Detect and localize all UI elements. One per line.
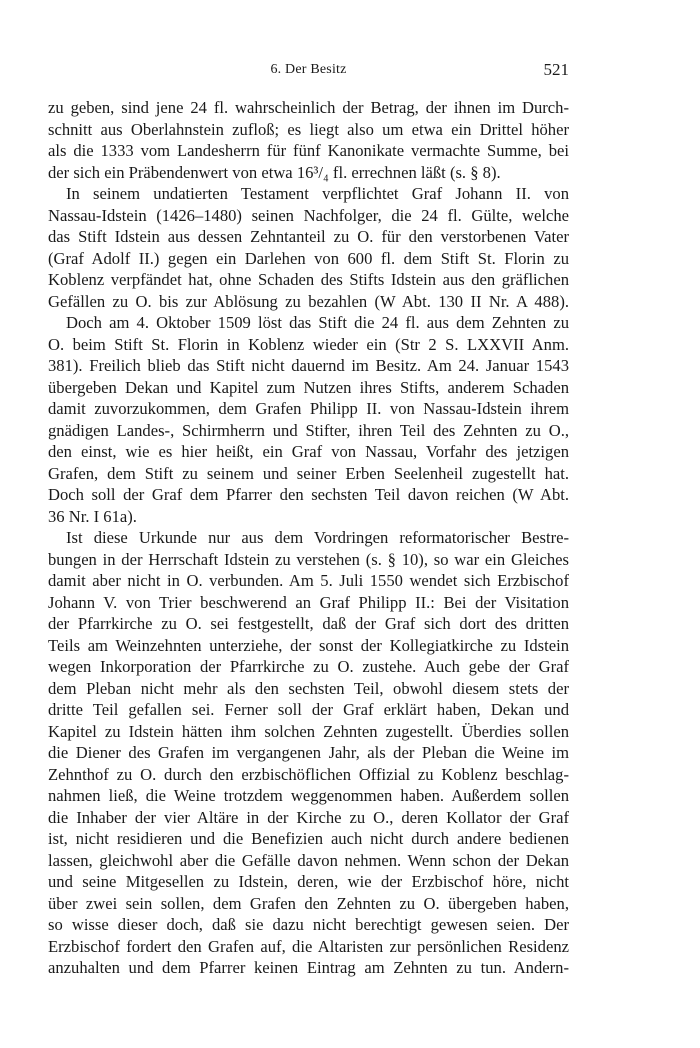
text-line: Kapitel zu Idstein hätten ihm solchen Zehnten zugestellt. Überdies sollen	[48, 721, 569, 741]
text-line: 381). Freilich blieb das Stift nicht dauernd im Besitz. Am 24. Januar 1543	[48, 356, 569, 375]
page-header	[48, 60, 569, 84]
paragraph-start-line: In seinem undatierten Testament verpflichtet Graf Johann II. von	[66, 184, 569, 203]
text-line: gnädigen Landes-, Schirmherrn und Stifter, ihren Teil des Zehnten zu O.,	[48, 420, 569, 440]
text-line: bungen in der Herrschaft Idstein zu verstehen (s. § 10), so war ein Gleiches	[48, 549, 569, 569]
paragraph-start-line: Doch am 4. Oktober 1509 löst das Stift die 24 fl. aus dem Zehnten zu	[66, 313, 569, 332]
text-line: (Graf Adolf II.) gegen ein Darlehen von 600 fl. dem Stift St. Florin zu	[48, 248, 569, 268]
text-line: damit aber nicht in O. verbunden. Am 5. Juli 1550 wendet sich Erzbischof	[48, 571, 569, 590]
text-line: ist, nicht residieren und die Benefizien auch nicht durch andere bedienen	[48, 829, 569, 848]
text-line: den einst, wie es hier heißt, ein Graf von Nassau, Vorfahr des jetzigen	[48, 442, 569, 461]
running-head: 6. Der Besitz	[270, 62, 347, 77]
text-line: der Pfarrkirche zu O. sei festgestellt, daß der Graf sich dort des dritten	[48, 614, 569, 633]
text-line: dritte Teil gefallen sei. Ferner soll der Graf erklärt haben, Dekan und	[48, 700, 569, 719]
text-line: Nassau-Idstein (1426–1480) seinen Nachfolger, die 24 fl. Gülte, welche	[48, 205, 569, 225]
text-line: 36 Nr. I 61a).	[48, 506, 137, 526]
body-text	[48, 97, 569, 979]
text-line: lassen, gleichwohl aber die Gefälle davon nehmen. Wenn schon der Dekan	[48, 850, 569, 870]
text-line: damit zuvorzukommen, dem Grafen Philipp II. von Nassau-Idstein ihrem	[48, 399, 569, 418]
page-number: 521	[543, 60, 569, 79]
text-line: die Inhaber der vier Altäre in der Kirche zu O., deren Kollator der Graf	[48, 807, 569, 827]
paragraph-start-line: Ist diese Urkunde nur aus dem Vordringen reformatorischer Bestre-	[66, 528, 569, 547]
text-line: O. beim Stift St. Florin in Koblenz wieder ein (Str 2 S. LXXVII Anm.	[48, 334, 569, 354]
text-line: Johann V. von Trier beschwerend an Graf Philipp II.: Bei der Visitation	[48, 592, 569, 612]
text-line: Gefällen zu O. bis zur Ablösung zu bezahlen (W Abt. 130 II Nr. A 488).	[48, 291, 569, 311]
text-line: übergeben Dekan und Kapitel zum Nutzen ihres Stifts, anderem Schaden	[48, 377, 569, 397]
text-line: und seine Mitgesellen zu Idstein, deren, wie der Erzbischof höre, nicht	[48, 872, 569, 891]
text-line: Erzbischof fordert den Grafen auf, die Altaristen zur persönlichen Residenz	[48, 936, 569, 956]
text-line: die Diener des Grafen im vergangenen Jahr, als der Pleban die Weine im	[48, 743, 569, 762]
text-line: das Stift Idstein aus dessen Zehntanteil zu O. für den verstorbenen Vater	[48, 227, 569, 246]
text-line: nahmen ließ, die Weine trotzdem weggenommen haben. Außerdem sollen	[48, 786, 569, 805]
text-line: schnitt aus Oberlahnstein zufloß; es liegt also um etwa ein Drittel höher	[48, 119, 569, 139]
text-line: anzuhalten und dem Pfarrer keinen Eintrag am Zehnten zu tun. Andern-	[48, 958, 569, 977]
text-line: der sich ein Präbendenwert von etwa 16³/₄ fl. errechnen läßt (s. § 8).	[48, 162, 501, 182]
text-line: als die 1333 vom Landesherrn für fünf Kanonikate vermachte Summe, bei	[48, 141, 569, 160]
text-line: Teils am Weinzehnten unterziehe, der sonst der Kollegiatkirche zu Idstein	[48, 635, 569, 655]
text-line: so wisse dieser doch, daß sie dazu nicht berechtigt gewesen seien. Der	[48, 915, 569, 934]
text-line: wegen Inkorporation der Pfarrkirche zu O. zustehe. Auch gebe der Graf	[48, 657, 569, 676]
text-line: Koblenz verpfändet hat, ohne Schaden des Stifts Idstein aus den gräflichen	[48, 270, 569, 289]
text-line: Doch soll der Graf dem Pfarrer den sechsten Teil davon reichen (W Abt.	[48, 485, 569, 504]
text-line: Grafen, dem Stift zu seinem und seiner Erben Seelenheil zugestellt hat.	[48, 463, 569, 483]
text-line: über zwei sein sollen, dem Grafen den Zehnten zu O. übergeben haben,	[48, 893, 569, 913]
text-line: zu geben, sind jene 24 fl. wahrscheinlich der Betrag, der ihnen im Durch-	[48, 98, 569, 117]
text-line: dem Pleban nicht mehr als den sechsten Teil, obwohl diesem stets der	[48, 678, 569, 698]
text-line: Zehnthof zu O. durch den erzbischöflichen Offizial zu Koblenz beschlag-	[48, 764, 569, 784]
